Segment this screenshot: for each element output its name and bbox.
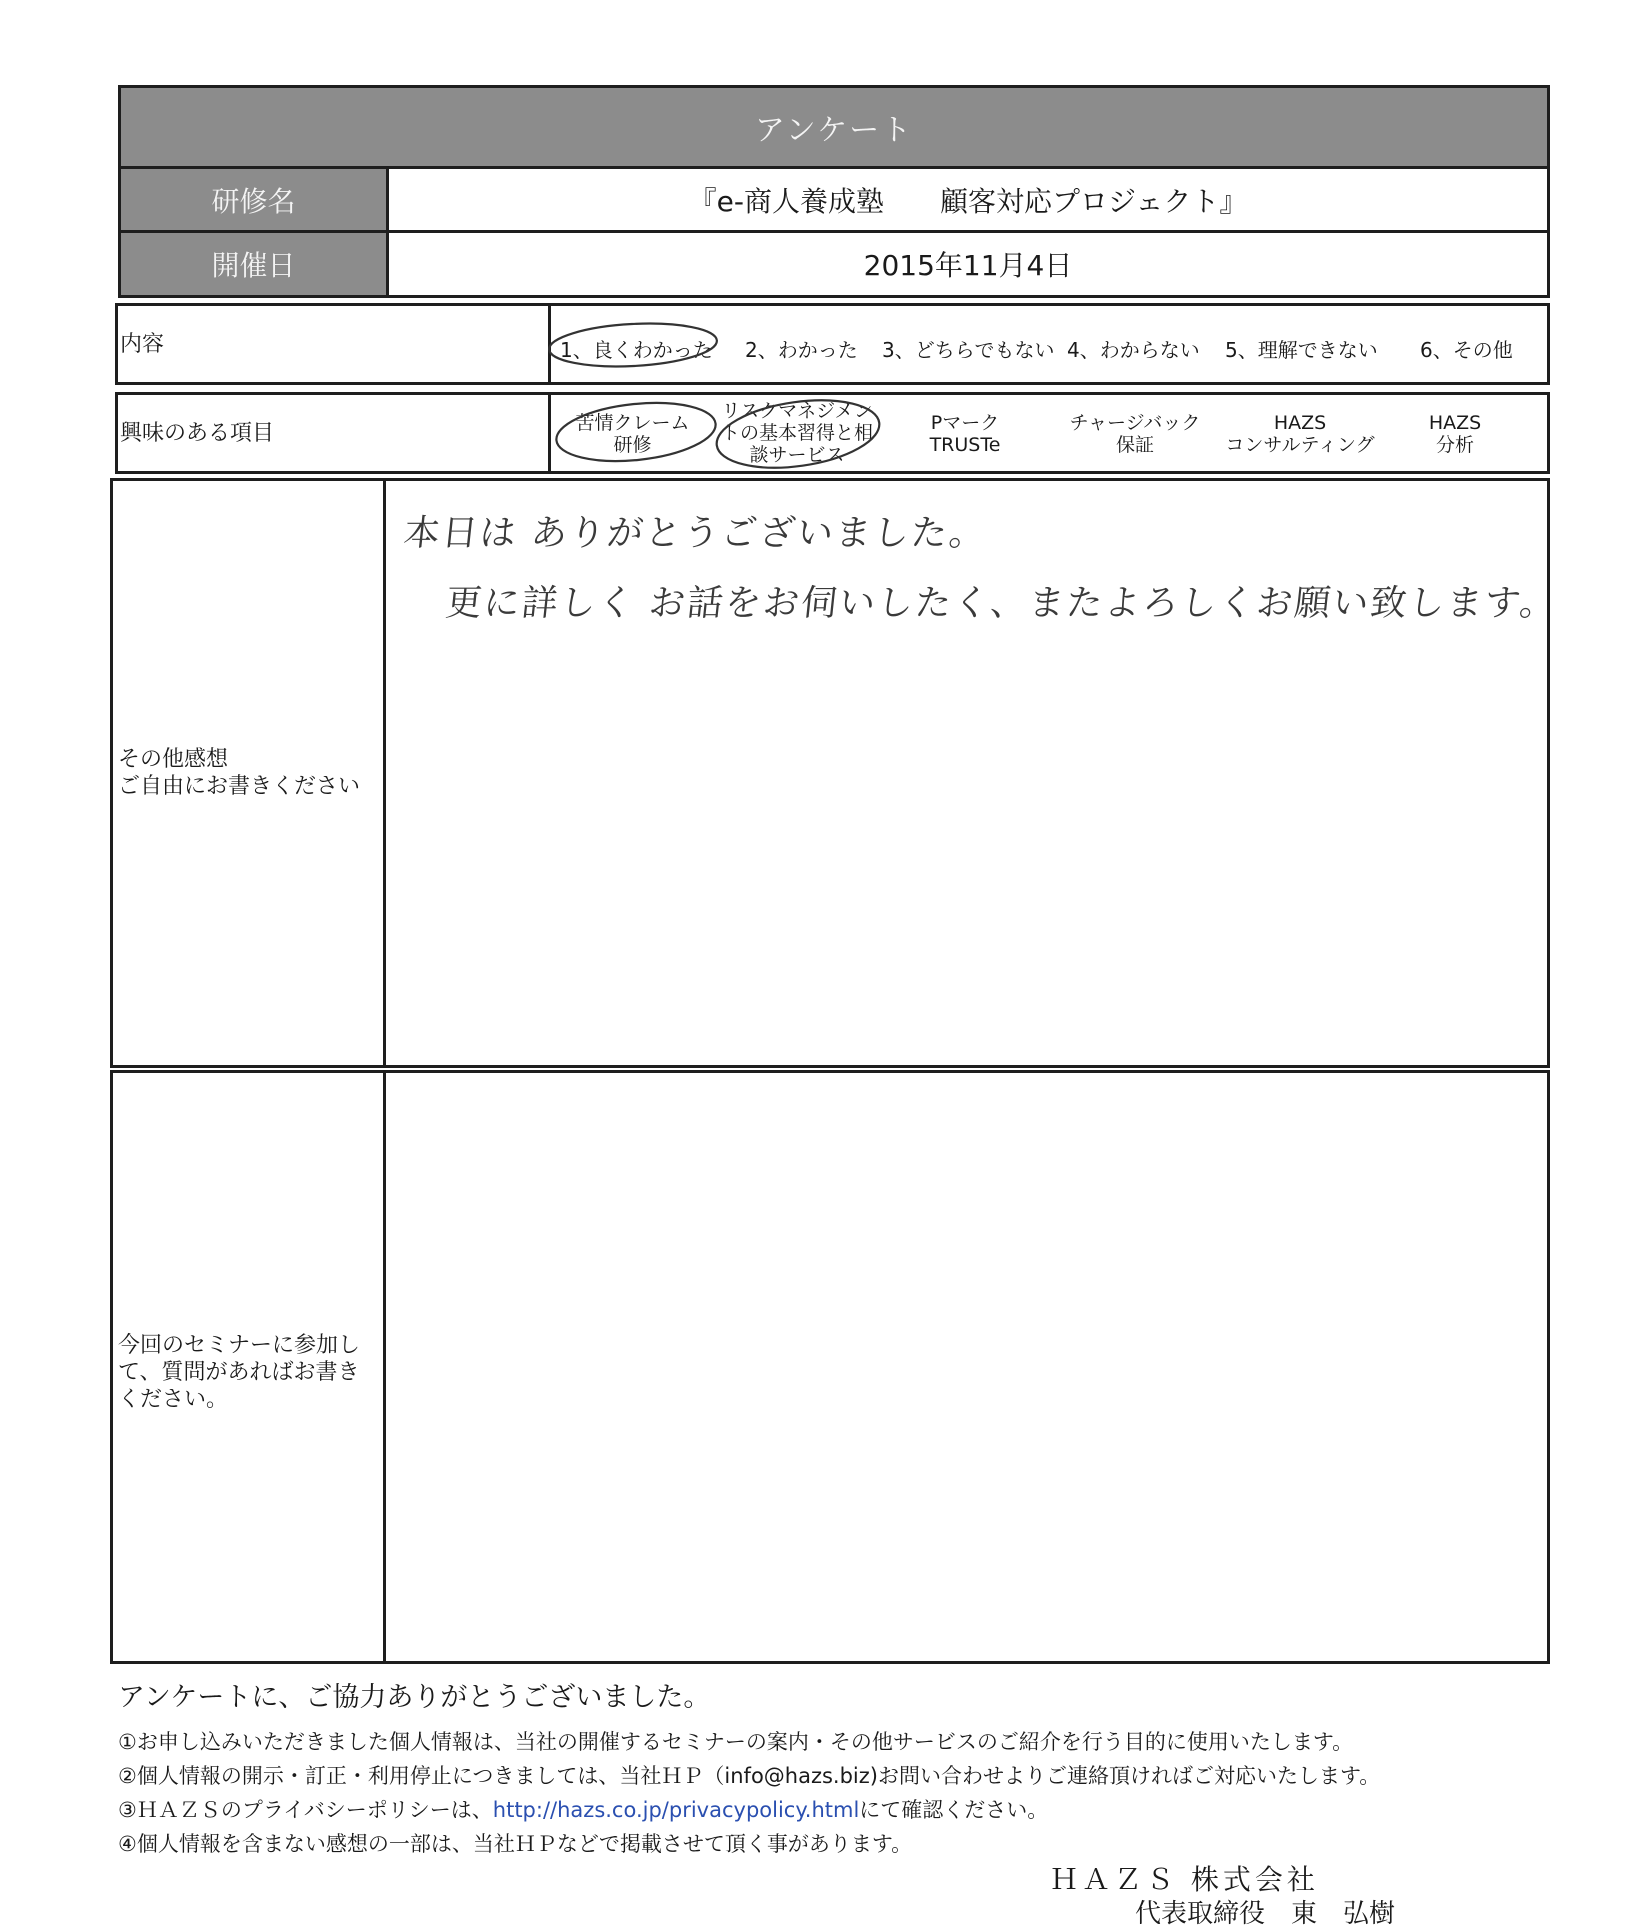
interest-item-6-line1: HAZS (1428, 412, 1482, 434)
footer-note-4: ④個人情報を含まない感想の一部は、当社ＨＰなどで掲載させて頂く事があります。 (118, 1832, 913, 1856)
interest-item-1-line2: 研修 (613, 434, 652, 456)
company-name: ＨＡＺＳ 株式会社 (1050, 1863, 1319, 1896)
footer-note-1: ①お申し込みいただきました個人情報は、当社の開催するセミナーの案内・その他サービスのご紹介を行う目的に使用いたします。 (118, 1730, 1354, 1754)
interest-item-2-line2: トの基本習得と相 (720, 422, 873, 444)
interest-item-4-line1: チャージバック (1069, 412, 1201, 434)
interest-label-cell (120, 395, 548, 471)
questions-label-line3: ください。 (118, 1387, 229, 1412)
content-option-4[interactable] (1067, 334, 1200, 363)
privacy-policy-link[interactable]: http://hazs.co.jp/privacypolicy.html (492, 1798, 860, 1822)
interest-item-6-line2: 分析 (1435, 434, 1474, 456)
footer-note-3-post: にて確認ください。 (859, 1798, 1049, 1822)
survey-title-text: アンケート (754, 113, 914, 148)
comments-label (118, 746, 380, 800)
footer-note-3-pre: ③ＨＡＺＳのプライバシーポリシーは、 (118, 1798, 493, 1822)
date-label: 開催日 (211, 249, 296, 282)
interest-item-2-line1: リスクマネジメン (721, 400, 873, 422)
course-value: 『e-商人養成塾 顧客対応プロジェクト』 (688, 184, 1248, 218)
content-option-3-text: 、どちらでもない (894, 338, 1055, 362)
content-option-6-num: 6 (1420, 338, 1433, 362)
content-option-5-num: 5 (1225, 338, 1238, 362)
handwritten-line-1: 本日は ありがとうございました。 (401, 513, 990, 554)
content-label: 内容 (120, 331, 165, 357)
date-label-cell (121, 233, 386, 295)
questions-label (118, 1332, 380, 1413)
content-option-6[interactable] (1420, 334, 1513, 363)
company-representative: 代表取締役 東 弘樹 (1135, 1899, 1396, 1929)
content-option-3[interactable] (882, 334, 1055, 363)
comments-label-line2: ご自由にお書きください (118, 774, 361, 799)
content-option-6-text: 、その他 (1432, 338, 1513, 362)
interest-2-circle-stroke (712, 391, 883, 477)
handwritten-line-2: 更に詳しく お話をお伺いしたく、またよろしくお願い致します。 (443, 583, 1560, 624)
interest-item-2-line3: 談サービス (749, 444, 845, 466)
content-label-cell (120, 306, 548, 382)
questions-answer-area[interactable] (386, 1073, 1547, 1661)
content-option-1-num: 1 (560, 338, 573, 362)
course-value-cell (389, 169, 1547, 230)
interest-item-5-line2: コンサルティング (1225, 434, 1375, 456)
content-option-5-text: 、理解できない (1237, 338, 1378, 362)
content-option-4-text: 、わからない (1079, 338, 1200, 362)
date-value: 2015年11月4日 (863, 249, 1073, 282)
interest-circle-marks (550, 398, 890, 478)
footer-note-2: ②個人情報の開示・訂正・利用停止につきましては、当社ＨＰ（info@hazs.biz)お問い合わせよりご連絡頂ければご対応いたします。 (118, 1764, 1381, 1788)
content-option-2-text: 、わかった (757, 338, 858, 362)
course-label: 研修名 (211, 184, 296, 218)
content-option-2-num: 2 (745, 338, 758, 362)
interest-item-hazs-consulting[interactable] (1215, 412, 1385, 456)
footer-note-3 (118, 1794, 1048, 1824)
interest-item-hazs-analysis[interactable] (1400, 412, 1510, 456)
content-option-1-text: 、良くわかった (572, 338, 713, 362)
date-value-cell (389, 233, 1547, 295)
questions-label-line2: て、質問があればお書き (118, 1360, 360, 1385)
option-1-circle-mark (545, 318, 725, 370)
questions-label-line1: 今回のセミナーに参加し (118, 1333, 361, 1358)
option-1-circle-stroke (548, 320, 718, 371)
survey-title (121, 88, 1547, 166)
interest-item-1-line1: 苦情クレーム (575, 412, 690, 434)
interest-item-4-line2: 保証 (1115, 434, 1154, 456)
interest-item-3-line2: TRUSTe (929, 434, 1001, 456)
footer-thanks: アンケートに、ご協力ありがとうございました。 (118, 1682, 711, 1713)
comments-label-line1: その他感想 (118, 747, 229, 772)
interest-item-3-line1: Pマーク (930, 412, 1000, 434)
interest-item-pmark[interactable] (900, 412, 1030, 456)
content-option-4-num: 4 (1067, 338, 1080, 362)
interest-item-chargeback[interactable] (1050, 412, 1220, 456)
interest-label: 興味のある項目 (120, 420, 275, 446)
interest-1-circle-stroke (554, 396, 719, 468)
content-option-2[interactable] (745, 334, 858, 363)
course-label-cell (121, 169, 386, 230)
content-option-3-num: 3 (882, 338, 895, 362)
content-option-5[interactable] (1225, 334, 1378, 363)
comments-answer-area[interactable] (386, 481, 1560, 1065)
interest-item-5-line1: HAZS (1273, 412, 1327, 434)
